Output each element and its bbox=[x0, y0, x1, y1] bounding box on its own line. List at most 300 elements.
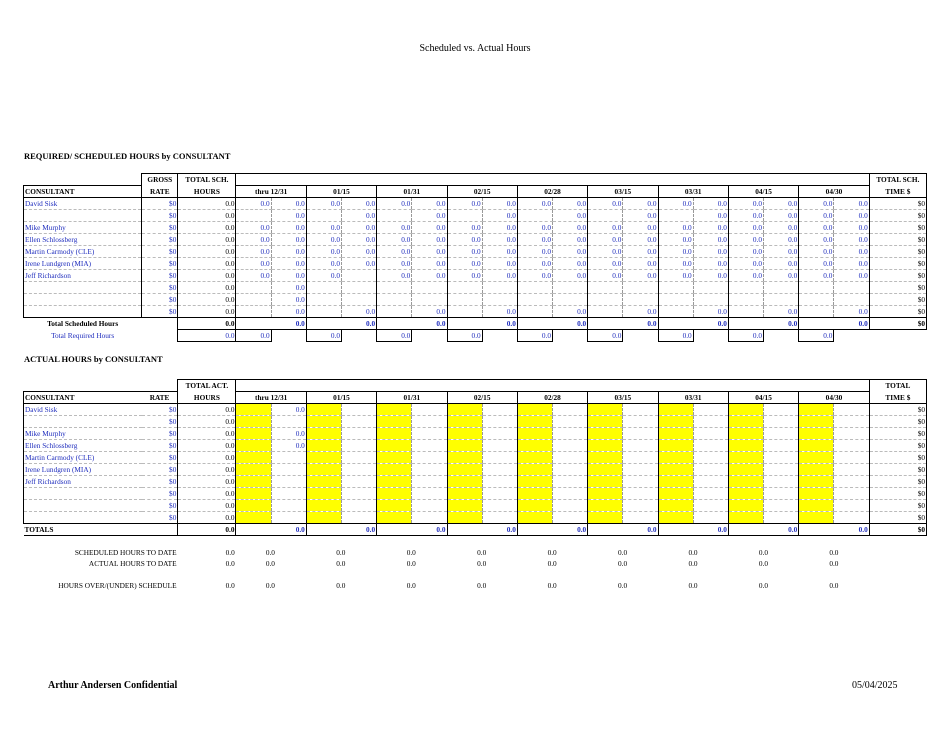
scheduled-cell[interactable] bbox=[447, 282, 482, 294]
rate-cell[interactable]: $0 bbox=[142, 440, 178, 452]
actual-input-cell[interactable] bbox=[728, 452, 763, 464]
actual-input-cell[interactable] bbox=[517, 488, 552, 500]
actual-input-cell[interactable] bbox=[236, 416, 271, 428]
actual-cell[interactable] bbox=[693, 440, 728, 452]
actual-input-cell[interactable] bbox=[236, 404, 271, 416]
scheduled-cell[interactable]: 0.0 bbox=[412, 306, 447, 318]
scheduled-cell[interactable]: 0.0 bbox=[764, 222, 799, 234]
actual-input-cell[interactable] bbox=[377, 476, 412, 488]
actual-input-cell[interactable] bbox=[377, 416, 412, 428]
actual-cell[interactable] bbox=[341, 452, 376, 464]
actual-input-cell[interactable] bbox=[517, 512, 552, 524]
actual-input-cell[interactable] bbox=[517, 416, 552, 428]
actual-input-cell[interactable] bbox=[306, 404, 341, 416]
consultant-name[interactable]: Ellen Schlossberg bbox=[24, 440, 142, 452]
consultant-name[interactable]: Mike Murphy bbox=[24, 222, 142, 234]
scheduled-cell[interactable]: 0.0 bbox=[412, 246, 447, 258]
consultant-name[interactable]: Martin Carmody (CLE) bbox=[24, 452, 142, 464]
scheduled-cell[interactable]: 0.0 bbox=[764, 210, 799, 222]
scheduled-cell[interactable]: 0.0 bbox=[658, 234, 693, 246]
actual-input-cell[interactable] bbox=[658, 500, 693, 512]
scheduled-cell[interactable] bbox=[447, 294, 482, 306]
actual-cell[interactable] bbox=[623, 440, 658, 452]
actual-input-cell[interactable] bbox=[588, 464, 623, 476]
scheduled-cell[interactable]: 0.0 bbox=[623, 222, 658, 234]
actual-cell[interactable] bbox=[412, 452, 447, 464]
actual-input-cell[interactable] bbox=[799, 476, 834, 488]
scheduled-cell[interactable]: 0.0 bbox=[623, 270, 658, 282]
scheduled-cell[interactable]: 0.0 bbox=[377, 270, 412, 282]
actual-cell[interactable] bbox=[412, 476, 447, 488]
scheduled-cell[interactable] bbox=[306, 294, 341, 306]
consultant-name[interactable]: David Sisk bbox=[24, 404, 142, 416]
scheduled-cell[interactable]: 0.0 bbox=[306, 258, 341, 270]
actual-cell[interactable] bbox=[482, 452, 517, 464]
actual-cell[interactable] bbox=[834, 512, 869, 524]
scheduled-cell[interactable] bbox=[377, 210, 412, 222]
scheduled-cell[interactable] bbox=[341, 270, 376, 282]
actual-input-cell[interactable] bbox=[306, 500, 341, 512]
scheduled-cell[interactable]: 0.0 bbox=[271, 282, 306, 294]
scheduled-cell[interactable]: 0.0 bbox=[834, 258, 869, 270]
actual-cell[interactable] bbox=[482, 512, 517, 524]
scheduled-cell[interactable]: 0.0 bbox=[377, 234, 412, 246]
actual-input-cell[interactable] bbox=[588, 512, 623, 524]
actual-cell[interactable] bbox=[834, 488, 869, 500]
scheduled-cell[interactable]: 0.0 bbox=[482, 198, 517, 210]
actual-input-cell[interactable] bbox=[447, 476, 482, 488]
actual-cell[interactable] bbox=[623, 476, 658, 488]
scheduled-cell[interactable]: 0.0 bbox=[693, 210, 728, 222]
actual-cell[interactable] bbox=[693, 452, 728, 464]
scheduled-cell[interactable]: 0.0 bbox=[799, 198, 834, 210]
actual-cell[interactable] bbox=[482, 428, 517, 440]
scheduled-cell[interactable] bbox=[482, 282, 517, 294]
actual-input-cell[interactable] bbox=[517, 464, 552, 476]
actual-cell[interactable] bbox=[482, 488, 517, 500]
actual-cell[interactable] bbox=[412, 488, 447, 500]
actual-input-cell[interactable] bbox=[658, 488, 693, 500]
actual-cell[interactable] bbox=[764, 500, 799, 512]
scheduled-cell[interactable]: 0.0 bbox=[306, 234, 341, 246]
scheduled-cell[interactable]: 0.0 bbox=[799, 222, 834, 234]
scheduled-cell[interactable]: 0.0 bbox=[728, 210, 763, 222]
actual-input-cell[interactable] bbox=[517, 440, 552, 452]
actual-cell[interactable]: 0.0 bbox=[271, 404, 306, 416]
actual-cell[interactable] bbox=[271, 416, 306, 428]
scheduled-cell[interactable] bbox=[658, 306, 693, 318]
rate-cell[interactable]: $0 bbox=[142, 222, 178, 234]
actual-input-cell[interactable] bbox=[306, 452, 341, 464]
scheduled-cell[interactable] bbox=[553, 294, 588, 306]
actual-cell[interactable] bbox=[834, 452, 869, 464]
scheduled-cell[interactable]: 0.0 bbox=[412, 222, 447, 234]
actual-cell[interactable] bbox=[482, 440, 517, 452]
actual-input-cell[interactable] bbox=[658, 404, 693, 416]
actual-cell[interactable] bbox=[271, 452, 306, 464]
scheduled-cell[interactable] bbox=[588, 294, 623, 306]
actual-cell[interactable] bbox=[482, 416, 517, 428]
scheduled-cell[interactable]: 0.0 bbox=[482, 246, 517, 258]
actual-cell[interactable] bbox=[623, 452, 658, 464]
actual-cell[interactable] bbox=[834, 440, 869, 452]
consultant-name[interactable]: Irene Lundgren (MIA) bbox=[24, 464, 142, 476]
scheduled-cell[interactable]: 0.0 bbox=[553, 306, 588, 318]
rate-cell[interactable]: $0 bbox=[142, 270, 178, 282]
actual-cell[interactable] bbox=[271, 488, 306, 500]
scheduled-cell[interactable] bbox=[834, 282, 869, 294]
actual-input-cell[interactable] bbox=[447, 440, 482, 452]
scheduled-cell[interactable]: 0.0 bbox=[588, 198, 623, 210]
scheduled-cell[interactable]: 0.0 bbox=[236, 234, 271, 246]
scheduled-cell[interactable] bbox=[306, 306, 341, 318]
consultant-name[interactable]: Martin Carmody (CLE) bbox=[24, 246, 142, 258]
scheduled-cell[interactable]: 0.0 bbox=[341, 222, 376, 234]
scheduled-cell[interactable]: 0.0 bbox=[764, 198, 799, 210]
actual-input-cell[interactable] bbox=[377, 500, 412, 512]
actual-input-cell[interactable] bbox=[306, 464, 341, 476]
scheduled-cell[interactable]: 0.0 bbox=[588, 258, 623, 270]
consultant-name[interactable]: Irene Lundgren (MIA) bbox=[24, 258, 142, 270]
actual-cell[interactable] bbox=[623, 416, 658, 428]
actual-cell[interactable] bbox=[764, 440, 799, 452]
rate-cell[interactable]: $0 bbox=[142, 294, 178, 306]
scheduled-cell[interactable]: 0.0 bbox=[728, 234, 763, 246]
actual-cell[interactable] bbox=[482, 500, 517, 512]
scheduled-cell[interactable]: 0.0 bbox=[341, 210, 376, 222]
actual-cell[interactable] bbox=[764, 404, 799, 416]
actual-cell[interactable] bbox=[553, 464, 588, 476]
scheduled-cell[interactable] bbox=[799, 294, 834, 306]
actual-cell[interactable] bbox=[271, 476, 306, 488]
scheduled-cell[interactable] bbox=[728, 282, 763, 294]
scheduled-cell[interactable] bbox=[412, 282, 447, 294]
actual-cell[interactable] bbox=[764, 488, 799, 500]
scheduled-cell[interactable]: 0.0 bbox=[693, 306, 728, 318]
actual-input-cell[interactable] bbox=[728, 476, 763, 488]
scheduled-cell[interactable] bbox=[658, 294, 693, 306]
actual-cell[interactable] bbox=[764, 476, 799, 488]
rate-cell[interactable]: $0 bbox=[142, 500, 178, 512]
actual-input-cell[interactable] bbox=[377, 512, 412, 524]
actual-input-cell[interactable] bbox=[306, 416, 341, 428]
scheduled-cell[interactable]: 0.0 bbox=[377, 258, 412, 270]
actual-cell[interactable] bbox=[412, 428, 447, 440]
scheduled-cell[interactable]: 0.0 bbox=[764, 246, 799, 258]
actual-input-cell[interactable] bbox=[447, 488, 482, 500]
scheduled-cell[interactable]: 0.0 bbox=[412, 210, 447, 222]
scheduled-cell[interactable]: 0.0 bbox=[658, 270, 693, 282]
consultant-name[interactable] bbox=[24, 282, 142, 294]
actual-input-cell[interactable] bbox=[377, 488, 412, 500]
actual-cell[interactable] bbox=[341, 428, 376, 440]
scheduled-cell[interactable]: 0.0 bbox=[341, 198, 376, 210]
scheduled-cell[interactable]: 0.0 bbox=[553, 234, 588, 246]
consultant-name[interactable]: Jeff Richardson bbox=[24, 270, 142, 282]
actual-input-cell[interactable] bbox=[236, 488, 271, 500]
rate-cell[interactable]: $0 bbox=[142, 464, 178, 476]
scheduled-cell[interactable]: 0.0 bbox=[271, 306, 306, 318]
scheduled-cell[interactable]: 0.0 bbox=[658, 222, 693, 234]
actual-input-cell[interactable] bbox=[799, 404, 834, 416]
rate-cell[interactable]: $0 bbox=[142, 306, 178, 318]
scheduled-cell[interactable]: 0.0 bbox=[447, 258, 482, 270]
actual-input-cell[interactable] bbox=[728, 464, 763, 476]
actual-input-cell[interactable] bbox=[588, 500, 623, 512]
scheduled-cell[interactable]: 0.0 bbox=[236, 198, 271, 210]
rate-cell[interactable]: $0 bbox=[142, 404, 178, 416]
rate-cell[interactable]: $0 bbox=[142, 416, 178, 428]
scheduled-cell[interactable] bbox=[764, 294, 799, 306]
scheduled-cell[interactable] bbox=[447, 210, 482, 222]
scheduled-cell[interactable]: 0.0 bbox=[834, 246, 869, 258]
scheduled-cell[interactable]: 0.0 bbox=[658, 198, 693, 210]
actual-input-cell[interactable] bbox=[517, 500, 552, 512]
actual-input-cell[interactable] bbox=[377, 428, 412, 440]
scheduled-cell[interactable]: 0.0 bbox=[271, 222, 306, 234]
actual-input-cell[interactable] bbox=[658, 416, 693, 428]
scheduled-cell[interactable]: 0.0 bbox=[412, 198, 447, 210]
scheduled-cell[interactable]: 0.0 bbox=[623, 234, 658, 246]
scheduled-cell[interactable]: 0.0 bbox=[271, 270, 306, 282]
actual-cell[interactable] bbox=[834, 404, 869, 416]
actual-input-cell[interactable] bbox=[588, 488, 623, 500]
actual-input-cell[interactable] bbox=[236, 512, 271, 524]
scheduled-cell[interactable]: 0.0 bbox=[553, 198, 588, 210]
actual-input-cell[interactable] bbox=[447, 404, 482, 416]
scheduled-cell[interactable]: 0.0 bbox=[623, 306, 658, 318]
actual-input-cell[interactable] bbox=[236, 428, 271, 440]
actual-input-cell[interactable] bbox=[377, 452, 412, 464]
actual-cell[interactable] bbox=[553, 500, 588, 512]
rate-cell[interactable]: $0 bbox=[142, 476, 178, 488]
scheduled-cell[interactable] bbox=[236, 282, 271, 294]
scheduled-cell[interactable]: 0.0 bbox=[236, 270, 271, 282]
actual-cell[interactable] bbox=[412, 512, 447, 524]
scheduled-cell[interactable]: 0.0 bbox=[728, 270, 763, 282]
scheduled-cell[interactable] bbox=[236, 294, 271, 306]
scheduled-cell[interactable] bbox=[588, 282, 623, 294]
actual-cell[interactable] bbox=[764, 416, 799, 428]
actual-cell[interactable] bbox=[764, 512, 799, 524]
actual-cell[interactable] bbox=[412, 440, 447, 452]
scheduled-cell[interactable] bbox=[588, 210, 623, 222]
scheduled-cell[interactable] bbox=[588, 306, 623, 318]
actual-cell[interactable] bbox=[341, 476, 376, 488]
actual-cell[interactable] bbox=[693, 500, 728, 512]
rate-cell[interactable]: $0 bbox=[142, 282, 178, 294]
rate-cell[interactable]: $0 bbox=[142, 198, 178, 210]
actual-cell[interactable] bbox=[623, 512, 658, 524]
actual-input-cell[interactable] bbox=[236, 440, 271, 452]
scheduled-cell[interactable]: 0.0 bbox=[693, 270, 728, 282]
consultant-name[interactable]: Ellen Schlossberg bbox=[24, 234, 142, 246]
scheduled-cell[interactable]: 0.0 bbox=[412, 258, 447, 270]
scheduled-cell[interactable]: 0.0 bbox=[728, 198, 763, 210]
scheduled-cell[interactable]: 0.0 bbox=[482, 258, 517, 270]
scheduled-cell[interactable]: 0.0 bbox=[517, 222, 552, 234]
scheduled-cell[interactable]: 0.0 bbox=[341, 246, 376, 258]
scheduled-cell[interactable]: 0.0 bbox=[693, 258, 728, 270]
actual-input-cell[interactable] bbox=[728, 440, 763, 452]
actual-input-cell[interactable] bbox=[517, 404, 552, 416]
actual-input-cell[interactable] bbox=[799, 488, 834, 500]
actual-input-cell[interactable] bbox=[447, 464, 482, 476]
scheduled-cell[interactable]: 0.0 bbox=[764, 270, 799, 282]
actual-input-cell[interactable] bbox=[728, 500, 763, 512]
scheduled-cell[interactable]: 0.0 bbox=[623, 198, 658, 210]
scheduled-cell[interactable] bbox=[517, 306, 552, 318]
scheduled-cell[interactable] bbox=[728, 306, 763, 318]
scheduled-cell[interactable]: 0.0 bbox=[588, 234, 623, 246]
actual-input-cell[interactable] bbox=[236, 452, 271, 464]
scheduled-cell[interactable]: 0.0 bbox=[271, 234, 306, 246]
scheduled-cell[interactable]: 0.0 bbox=[236, 258, 271, 270]
scheduled-cell[interactable]: 0.0 bbox=[553, 210, 588, 222]
actual-cell[interactable] bbox=[623, 464, 658, 476]
scheduled-cell[interactable]: 0.0 bbox=[834, 306, 869, 318]
scheduled-cell[interactable]: 0.0 bbox=[482, 306, 517, 318]
scheduled-cell[interactable]: 0.0 bbox=[517, 258, 552, 270]
scheduled-cell[interactable] bbox=[799, 306, 834, 318]
actual-cell[interactable] bbox=[271, 464, 306, 476]
scheduled-cell[interactable]: 0.0 bbox=[799, 234, 834, 246]
scheduled-cell[interactable]: 0.0 bbox=[306, 198, 341, 210]
scheduled-cell[interactable]: 0.0 bbox=[482, 234, 517, 246]
actual-input-cell[interactable] bbox=[306, 476, 341, 488]
consultant-name[interactable] bbox=[24, 416, 142, 428]
scheduled-cell[interactable]: 0.0 bbox=[447, 270, 482, 282]
scheduled-cell[interactable]: 0.0 bbox=[728, 222, 763, 234]
actual-cell[interactable] bbox=[834, 428, 869, 440]
actual-input-cell[interactable] bbox=[658, 428, 693, 440]
scheduled-cell[interactable]: 0.0 bbox=[447, 234, 482, 246]
actual-cell[interactable] bbox=[341, 464, 376, 476]
scheduled-cell[interactable]: 0.0 bbox=[482, 210, 517, 222]
scheduled-cell[interactable]: 0.0 bbox=[834, 270, 869, 282]
rate-cell[interactable]: $0 bbox=[142, 258, 178, 270]
actual-cell[interactable] bbox=[553, 404, 588, 416]
actual-input-cell[interactable] bbox=[517, 428, 552, 440]
scheduled-cell[interactable] bbox=[517, 294, 552, 306]
scheduled-cell[interactable] bbox=[517, 210, 552, 222]
scheduled-cell[interactable] bbox=[377, 294, 412, 306]
actual-input-cell[interactable] bbox=[306, 440, 341, 452]
actual-cell[interactable] bbox=[764, 452, 799, 464]
consultant-name[interactable] bbox=[24, 500, 142, 512]
actual-cell[interactable] bbox=[553, 452, 588, 464]
scheduled-cell[interactable]: 0.0 bbox=[693, 234, 728, 246]
scheduled-cell[interactable] bbox=[728, 294, 763, 306]
scheduled-cell[interactable]: 0.0 bbox=[834, 222, 869, 234]
scheduled-cell[interactable]: 0.0 bbox=[588, 246, 623, 258]
scheduled-cell[interactable] bbox=[377, 282, 412, 294]
scheduled-cell[interactable]: 0.0 bbox=[377, 246, 412, 258]
scheduled-cell[interactable]: 0.0 bbox=[553, 222, 588, 234]
rate-cell[interactable]: $0 bbox=[142, 428, 178, 440]
actual-cell[interactable] bbox=[553, 416, 588, 428]
actual-input-cell[interactable] bbox=[377, 464, 412, 476]
scheduled-cell[interactable]: 0.0 bbox=[799, 258, 834, 270]
consultant-name[interactable] bbox=[24, 512, 142, 524]
scheduled-cell[interactable] bbox=[236, 306, 271, 318]
scheduled-cell[interactable] bbox=[447, 306, 482, 318]
actual-input-cell[interactable] bbox=[799, 512, 834, 524]
scheduled-cell[interactable]: 0.0 bbox=[764, 258, 799, 270]
actual-cell[interactable] bbox=[764, 428, 799, 440]
scheduled-cell[interactable]: 0.0 bbox=[553, 258, 588, 270]
rate-cell[interactable]: $0 bbox=[142, 246, 178, 258]
actual-input-cell[interactable] bbox=[658, 512, 693, 524]
actual-input-cell[interactable] bbox=[728, 428, 763, 440]
scheduled-cell[interactable]: 0.0 bbox=[517, 198, 552, 210]
actual-cell[interactable] bbox=[553, 512, 588, 524]
actual-input-cell[interactable] bbox=[658, 440, 693, 452]
scheduled-cell[interactable]: 0.0 bbox=[341, 234, 376, 246]
actual-cell[interactable] bbox=[693, 488, 728, 500]
scheduled-cell[interactable]: 0.0 bbox=[693, 198, 728, 210]
actual-input-cell[interactable] bbox=[447, 500, 482, 512]
scheduled-cell[interactable]: 0.0 bbox=[799, 210, 834, 222]
scheduled-cell[interactable]: 0.0 bbox=[834, 198, 869, 210]
scheduled-cell[interactable]: 0.0 bbox=[306, 246, 341, 258]
actual-input-cell[interactable] bbox=[517, 476, 552, 488]
scheduled-cell[interactable]: 0.0 bbox=[447, 222, 482, 234]
actual-cell[interactable] bbox=[341, 488, 376, 500]
scheduled-cell[interactable] bbox=[834, 294, 869, 306]
scheduled-cell[interactable]: 0.0 bbox=[764, 234, 799, 246]
actual-input-cell[interactable] bbox=[799, 440, 834, 452]
scheduled-cell[interactable] bbox=[658, 210, 693, 222]
scheduled-cell[interactable] bbox=[623, 294, 658, 306]
scheduled-cell[interactable]: 0.0 bbox=[728, 246, 763, 258]
actual-cell[interactable] bbox=[764, 464, 799, 476]
actual-cell[interactable] bbox=[271, 512, 306, 524]
actual-cell[interactable] bbox=[341, 416, 376, 428]
rate-cell[interactable]: $0 bbox=[142, 210, 178, 222]
scheduled-cell[interactable]: 0.0 bbox=[693, 222, 728, 234]
actual-input-cell[interactable] bbox=[658, 464, 693, 476]
actual-input-cell[interactable] bbox=[377, 404, 412, 416]
actual-cell[interactable] bbox=[693, 428, 728, 440]
actual-cell[interactable] bbox=[412, 464, 447, 476]
actual-input-cell[interactable] bbox=[799, 416, 834, 428]
actual-input-cell[interactable] bbox=[588, 440, 623, 452]
scheduled-cell[interactable]: 0.0 bbox=[728, 258, 763, 270]
scheduled-cell[interactable]: 0.0 bbox=[306, 270, 341, 282]
actual-cell[interactable] bbox=[482, 476, 517, 488]
actual-cell[interactable] bbox=[553, 476, 588, 488]
actual-cell[interactable] bbox=[341, 512, 376, 524]
actual-cell[interactable] bbox=[482, 464, 517, 476]
scheduled-cell[interactable] bbox=[553, 282, 588, 294]
scheduled-cell[interactable]: 0.0 bbox=[341, 258, 376, 270]
actual-input-cell[interactable] bbox=[728, 416, 763, 428]
actual-input-cell[interactable] bbox=[799, 452, 834, 464]
consultant-name[interactable] bbox=[24, 488, 142, 500]
actual-input-cell[interactable] bbox=[588, 416, 623, 428]
actual-cell[interactable] bbox=[341, 500, 376, 512]
actual-input-cell[interactable] bbox=[658, 452, 693, 464]
actual-cell[interactable] bbox=[623, 488, 658, 500]
actual-input-cell[interactable] bbox=[799, 428, 834, 440]
actual-input-cell[interactable] bbox=[517, 452, 552, 464]
scheduled-cell[interactable]: 0.0 bbox=[658, 246, 693, 258]
actual-cell[interactable] bbox=[693, 476, 728, 488]
actual-input-cell[interactable] bbox=[588, 476, 623, 488]
actual-cell[interactable] bbox=[341, 404, 376, 416]
actual-cell[interactable] bbox=[623, 428, 658, 440]
